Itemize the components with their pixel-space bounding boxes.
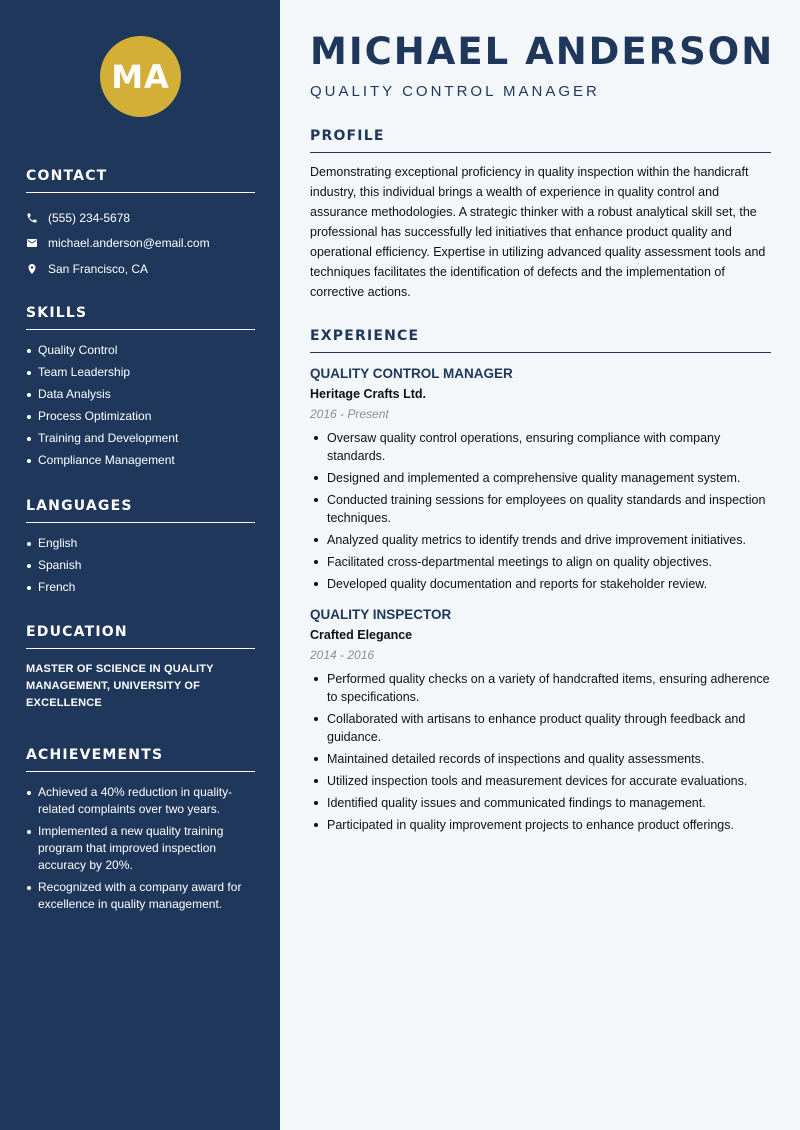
location-text: San Francisco, CA <box>48 261 149 276</box>
duty-item: Collaborated with artisans to enhance product quality through feedback and guidance. <box>310 710 771 746</box>
profile-section <box>310 128 771 302</box>
candidate-title: QUALITY CONTROL MANAGER <box>310 83 600 100</box>
avatar-initials: MA <box>100 36 181 117</box>
achievement-item: Recognized with a company award for excellence in quality management. <box>26 879 255 913</box>
email-icon <box>26 237 48 249</box>
contact-phone <box>26 205 255 231</box>
profile-text: Demonstrating exceptional proficiency in quality inspection within the handicraft industry, this individual brings a wealth of experience in quality control and assurance methodologies. A strategic thinker with a robust analytical skill set, the professional has successfully led initiatives that enhance product quality and operational efficiency. Expertise in utilizing advanced quality assessment tools and techniques facilitates the identification of defects and the implementation of corrective actions. <box>310 165 766 299</box>
duty-item: Oversaw quality control operations, ensuring compliance with company standards. <box>310 429 771 465</box>
skill-item: Quality Control <box>26 342 255 359</box>
skill-item: Data Analysis <box>26 386 255 403</box>
duty-item: Designed and implemented a comprehensive quality management system. <box>310 469 771 487</box>
language-item: Spanish <box>26 557 255 574</box>
job-dates: 2016 - Present <box>310 407 389 421</box>
skill-item: Process Optimization <box>26 408 255 425</box>
duty-item: Conducted training sessions for employees on quality standards and inspection techniques. <box>310 491 771 527</box>
job-duties <box>310 670 771 834</box>
job-title: QUALITY CONTROL MANAGER <box>310 366 513 381</box>
skill-item: Training and Development <box>26 430 255 447</box>
achievements-section <box>26 747 255 918</box>
duty-item: Utilized inspection tools and measurement devices for accurate evaluations. <box>310 772 771 790</box>
skills-heading: SKILLS <box>26 305 255 330</box>
profile-heading: PROFILE <box>310 128 771 153</box>
duty-item: Performed quality checks on a variety of handcrafted items, ensuring adherence to specifications. <box>310 670 771 706</box>
experience-heading: EXPERIENCE <box>310 328 771 353</box>
contact-location <box>26 256 255 282</box>
skill-item: Compliance Management <box>26 452 255 469</box>
job-company: Heritage Crafts Ltd. <box>310 387 426 401</box>
duty-item: Maintained detailed records of inspections and quality assessments. <box>310 750 771 768</box>
languages-list <box>26 535 255 596</box>
education-heading: EDUCATION <box>26 624 255 649</box>
language-item: English <box>26 535 255 552</box>
job-company: Crafted Elegance <box>310 628 413 642</box>
languages-section <box>26 498 255 601</box>
experience-section <box>310 328 771 838</box>
achievements-heading: ACHIEVEMENTS <box>26 747 255 772</box>
skills-section <box>26 305 255 474</box>
sidebar <box>0 0 280 1130</box>
duty-item: Facilitated cross-departmental meetings to align on quality objectives. <box>310 553 771 571</box>
duty-item: Participated in quality improvement projects to enhance product offerings. <box>310 816 771 834</box>
job-dates: 2014 - 2016 <box>310 648 375 662</box>
achievement-item: Achieved a 40% reduction in quality-related complaints over two years. <box>26 784 255 818</box>
language-item: French <box>26 579 255 596</box>
job-duties <box>310 429 771 593</box>
email-text[interactable]: michael.anderson@email.com <box>48 236 210 251</box>
education-section <box>26 624 255 712</box>
skill-item: Team Leadership <box>26 364 255 381</box>
candidate-name: MICHAEL ANDERSON <box>310 30 775 73</box>
duty-item: Analyzed quality metrics to identify trends and drive improvement initiatives. <box>310 531 771 549</box>
phone-icon <box>26 212 48 224</box>
job-title: QUALITY INSPECTOR <box>310 607 452 622</box>
skills-list <box>26 342 255 469</box>
achievement-item: Implemented a new quality training program that improved inspection accuracy by 20%. <box>26 823 255 874</box>
contact-section <box>26 168 255 282</box>
job-entry <box>310 607 771 834</box>
contact-email <box>26 231 255 257</box>
achievements-list <box>26 784 255 913</box>
duty-item: Developed quality documentation and reports for stakeholder review. <box>310 575 771 593</box>
education-degree: MASTER OF SCIENCE IN QUALITY MANAGEMENT, UNIVERSITY OF EXCELLENCE <box>26 663 214 709</box>
languages-heading: LANGUAGES <box>26 498 255 523</box>
phone-text: (555) 234-5678 <box>48 210 131 225</box>
contact-heading: CONTACT <box>26 168 255 193</box>
location-pin-icon <box>26 263 48 275</box>
duty-item: Identified quality issues and communicated findings to management. <box>310 794 771 812</box>
job-entry <box>310 366 771 593</box>
